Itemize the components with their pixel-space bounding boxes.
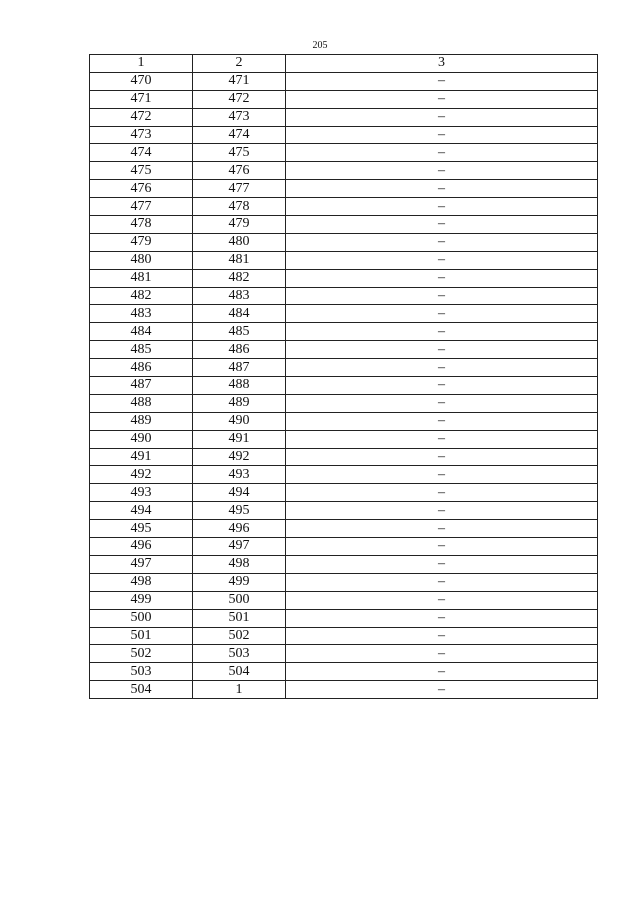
table-cell-col1: 502 [90, 645, 193, 663]
table-cell-col1: 490 [90, 430, 193, 448]
table-cell-col3: – [286, 520, 598, 538]
table-cell-col2: 478 [193, 198, 286, 216]
table-cell-col1: 495 [90, 520, 193, 538]
table-row [90, 412, 598, 430]
table-cell-col1: 497 [90, 555, 193, 573]
table-cell-col2: 493 [193, 466, 286, 484]
table-row [90, 216, 598, 234]
table-cell-col1: 473 [90, 126, 193, 144]
table-cell-col3: – [286, 341, 598, 359]
table-cell-col1: 471 [90, 90, 193, 108]
table-cell-col3: – [286, 90, 598, 108]
table-cell-col2: 482 [193, 269, 286, 287]
table-cell-col3: – [286, 645, 598, 663]
table-cell-col2: 475 [193, 144, 286, 162]
table-cell-col3: – [286, 251, 598, 269]
table-cell-col3: – [286, 198, 598, 216]
table-cell-col1: 483 [90, 305, 193, 323]
table-row [90, 538, 598, 556]
table-cell-col1: 477 [90, 198, 193, 216]
table-cell-col3: – [286, 108, 598, 126]
table-cell-col3: – [286, 466, 598, 484]
table-cell-col3: – [286, 394, 598, 412]
table-row [90, 520, 598, 538]
table-cell-col1: 487 [90, 377, 193, 395]
table-cell-col2: 503 [193, 645, 286, 663]
table-row [90, 484, 598, 502]
table-row [90, 72, 598, 90]
table-row [90, 198, 598, 216]
table-cell-col3: – [286, 359, 598, 377]
table-cell-col3: – [286, 591, 598, 609]
table-cell-col1: 499 [90, 591, 193, 609]
table-row [90, 573, 598, 591]
table-cell-col3: – [286, 681, 598, 699]
table-cell-col3: – [286, 216, 598, 234]
table-cell-col2: 492 [193, 448, 286, 466]
table-row [90, 394, 598, 412]
table-cell-col3: – [286, 287, 598, 305]
table-cell-col3: – [286, 448, 598, 466]
table-cell-col2: 474 [193, 126, 286, 144]
table-cell-col2: 504 [193, 663, 286, 681]
table-row [90, 591, 598, 609]
table-row [90, 502, 598, 520]
column-header-3: 3 [286, 55, 598, 73]
table-body [90, 72, 598, 698]
table-cell-col2: 476 [193, 162, 286, 180]
table-cell-col2: 472 [193, 90, 286, 108]
table-cell-col3: – [286, 233, 598, 251]
table-cell-col3: – [286, 305, 598, 323]
table-row [90, 663, 598, 681]
table-cell-col1: 470 [90, 72, 193, 90]
table-cell-col3: – [286, 573, 598, 591]
table-row [90, 108, 598, 126]
table-row [90, 555, 598, 573]
table-row [90, 162, 598, 180]
table-cell-col1: 478 [90, 216, 193, 234]
table-cell-col3: – [286, 412, 598, 430]
table-cell-col2: 490 [193, 412, 286, 430]
column-header-2: 2 [193, 55, 286, 73]
table-cell-col2: 477 [193, 180, 286, 198]
table-row [90, 126, 598, 144]
table-row [90, 681, 598, 699]
table-row [90, 323, 598, 341]
table-row [90, 359, 598, 377]
table-cell-col2: 495 [193, 502, 286, 520]
table-cell-col1: 482 [90, 287, 193, 305]
table-cell-col1: 500 [90, 609, 193, 627]
table-cell-col3: – [286, 609, 598, 627]
table-row [90, 269, 598, 287]
table-cell-col1: 503 [90, 663, 193, 681]
table-row [90, 144, 598, 162]
table-row [90, 448, 598, 466]
table-cell-col1: 491 [90, 448, 193, 466]
table-cell-col3: – [286, 627, 598, 645]
table-cell-col1: 485 [90, 341, 193, 359]
table-cell-col3: – [286, 377, 598, 395]
table-cell-col2: 489 [193, 394, 286, 412]
table-row [90, 430, 598, 448]
table-cell-col1: 489 [90, 412, 193, 430]
table-row [90, 233, 598, 251]
table-cell-col2: 481 [193, 251, 286, 269]
table-cell-col3: – [286, 126, 598, 144]
table-cell-col2: 488 [193, 377, 286, 395]
table-cell-col3: – [286, 502, 598, 520]
table-cell-col2: 486 [193, 341, 286, 359]
table-cell-col1: 488 [90, 394, 193, 412]
table-cell-col1: 475 [90, 162, 193, 180]
table-cell-col1: 493 [90, 484, 193, 502]
table-cell-col2: 471 [193, 72, 286, 90]
table-cell-col1: 492 [90, 466, 193, 484]
table-cell-col2: 494 [193, 484, 286, 502]
table-cell-col1: 472 [90, 108, 193, 126]
table-cell-col3: – [286, 323, 598, 341]
table-row [90, 287, 598, 305]
table-cell-col2: 487 [193, 359, 286, 377]
table-cell-col1: 504 [90, 681, 193, 699]
table-cell-col1: 480 [90, 251, 193, 269]
table-cell-col3: – [286, 162, 598, 180]
table-row [90, 627, 598, 645]
table-cell-col3: – [286, 538, 598, 556]
table-cell-col2: 498 [193, 555, 286, 573]
table-cell-col2: 485 [193, 323, 286, 341]
table-cell-col1: 501 [90, 627, 193, 645]
table-cell-col2: 497 [193, 538, 286, 556]
table-cell-col3: – [286, 269, 598, 287]
table-row [90, 466, 598, 484]
header-row [90, 55, 598, 73]
table-cell-col3: – [286, 144, 598, 162]
table-cell-col2: 483 [193, 287, 286, 305]
table-row [90, 180, 598, 198]
table-cell-col1: 494 [90, 502, 193, 520]
table-cell-col2: 496 [193, 520, 286, 538]
table-cell-col1: 476 [90, 180, 193, 198]
table-cell-col2: 499 [193, 573, 286, 591]
table-cell-col1: 496 [90, 538, 193, 556]
table-row [90, 90, 598, 108]
table-cell-col3: – [286, 430, 598, 448]
page-number: 205 [312, 40, 328, 51]
table-cell-col2: 491 [193, 430, 286, 448]
table-cell-col1: 486 [90, 359, 193, 377]
table-cell-col1: 474 [90, 144, 193, 162]
table-row [90, 645, 598, 663]
table-cell-col3: – [286, 663, 598, 681]
table-cell-col2: 500 [193, 591, 286, 609]
table-cell-col2: 502 [193, 627, 286, 645]
table-row [90, 305, 598, 323]
column-header-1: 1 [90, 55, 193, 73]
table-cell-col2: 480 [193, 233, 286, 251]
table-row [90, 341, 598, 359]
table-cell-col3: – [286, 180, 598, 198]
table-header [90, 55, 598, 73]
table-cell-col1: 484 [90, 323, 193, 341]
table-row [90, 377, 598, 395]
table-cell-col2: 473 [193, 108, 286, 126]
table-row [90, 609, 598, 627]
table-cell-col1: 498 [90, 573, 193, 591]
table-cell-col3: – [286, 555, 598, 573]
table-cell-col2: 484 [193, 305, 286, 323]
table-cell-col2: 501 [193, 609, 286, 627]
table-cell-col1: 479 [90, 233, 193, 251]
table-cell-col1: 481 [90, 269, 193, 287]
table-cell-col2: 1 [193, 681, 286, 699]
table-row [90, 251, 598, 269]
data-table [89, 54, 598, 699]
table-cell-col3: – [286, 484, 598, 502]
table-cell-col2: 479 [193, 216, 286, 234]
table-cell-col3: – [286, 72, 598, 90]
